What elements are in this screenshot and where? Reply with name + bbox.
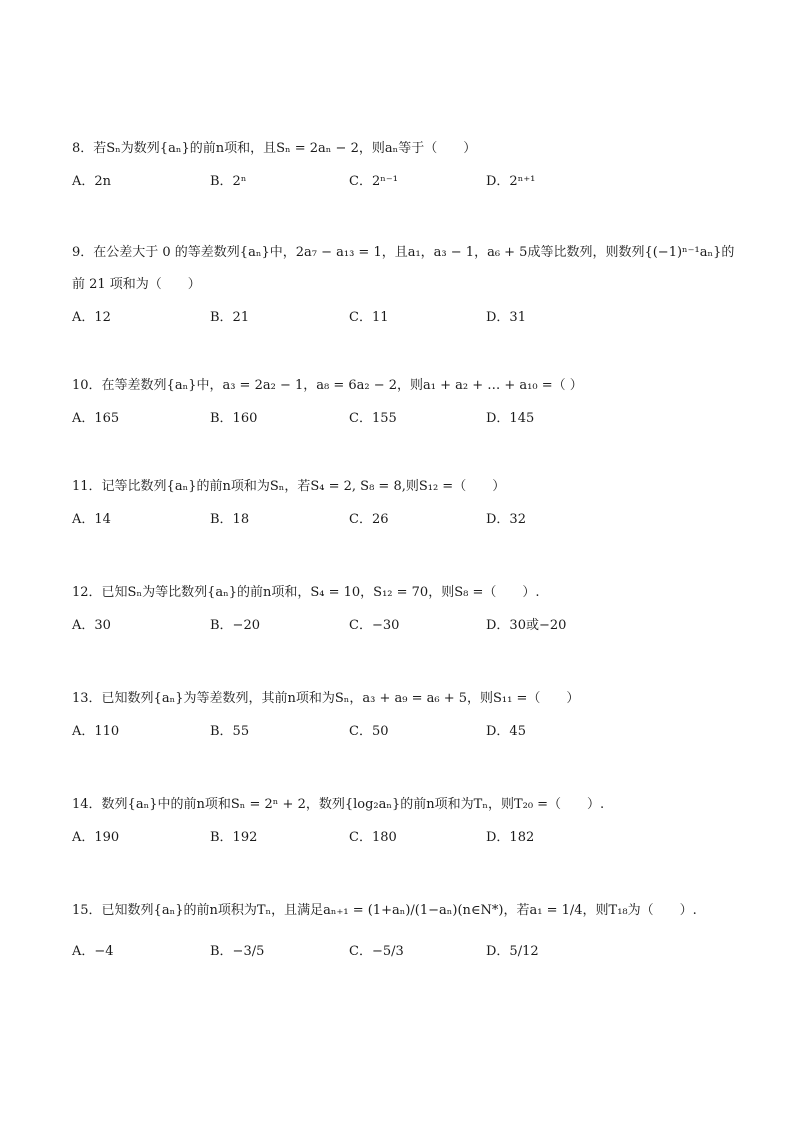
question-stem: 11．记等比数列{aₙ}的前n项和为Sₙ，若S₄ = 2, S₈ = 8,则S₁₂ =（ ） xyxy=(72,479,506,494)
question-8 xyxy=(72,138,732,192)
option-b[interactable]: B．21 xyxy=(210,310,250,325)
question-12 xyxy=(72,582,732,636)
option-a[interactable]: A．−4 xyxy=(72,944,114,959)
option-c[interactable]: C．11 xyxy=(349,310,389,325)
option-b[interactable]: B．−3/5 xyxy=(210,944,265,959)
options-row xyxy=(72,407,732,429)
question-stem: 14．数列{aₙ}中的前n项和Sₙ = 2ⁿ + 2，数列{log₂aₙ}的前n项和为Tₙ，则T₂₀ =（ ）. xyxy=(72,797,605,812)
option-b[interactable]: B．−20 xyxy=(210,618,260,633)
option-d[interactable]: D．182 xyxy=(486,830,535,845)
option-b[interactable]: B．192 xyxy=(210,830,258,845)
question-10 xyxy=(72,375,732,429)
option-b[interactable]: B．160 xyxy=(210,411,258,426)
option-d[interactable]: D．2ⁿ⁺¹ xyxy=(486,174,536,189)
option-a[interactable]: A．12 xyxy=(72,310,111,325)
question-stem: 15．已知数列{aₙ}的前n项积为Tₙ，且满足aₙ₊₁ = (1+aₙ)/(1−aₙ)(n∈N*)，若a₁ = 1/4，则T₁₈为（ ）. xyxy=(72,903,697,918)
option-b[interactable]: B．2ⁿ xyxy=(210,174,247,189)
option-b[interactable]: B．55 xyxy=(210,724,250,739)
question-stem: 8．若Sₙ为数列{aₙ}的前n项和，且Sₙ = 2aₙ − 2，则aₙ等于（ ） xyxy=(72,141,477,156)
question-stem: 12．已知Sₙ为等比数列{aₙ}的前n项和，S₄ = 10，S₁₂ = 70，则S₈ =（ ）. xyxy=(72,585,540,600)
option-c[interactable]: C．−5/3 xyxy=(349,944,404,959)
option-a[interactable]: A．14 xyxy=(72,512,111,527)
option-c[interactable]: C．180 xyxy=(349,830,397,845)
question-stem-continued: 前 21 项和为（ ） xyxy=(72,277,201,292)
option-a[interactable]: A．165 xyxy=(72,411,120,426)
options-row xyxy=(72,932,732,968)
options-row xyxy=(72,614,732,636)
option-d[interactable]: D．145 xyxy=(486,411,535,426)
options-row xyxy=(72,170,732,192)
option-d[interactable]: D．31 xyxy=(486,310,526,325)
option-c[interactable]: C．−30 xyxy=(349,618,400,633)
question-15 xyxy=(72,900,732,968)
option-d[interactable]: D．45 xyxy=(486,724,526,739)
option-c[interactable]: C．50 xyxy=(349,724,389,739)
option-b[interactable]: B．18 xyxy=(210,512,250,527)
question-9 xyxy=(72,242,735,328)
option-c[interactable]: C．2ⁿ⁻¹ xyxy=(349,174,398,189)
options-row xyxy=(72,306,732,328)
question-stem: 10．在等差数列{aₙ}中，a₃ = 2a₂ − 1，a₈ = 6a₂ − 2，则a₁ + a₂ + … + a₁₀ =（ ） xyxy=(72,378,583,393)
options-row xyxy=(72,508,732,530)
question-stem: 9．在公差大于 0 的等差数列{aₙ}中，2a₇ − a₁₃ = 1，且a₁，a₃ − 1，a₆ + 5成等比数列，则数列{(−1)ⁿ⁻¹aₙ}的 xyxy=(72,245,735,260)
option-d[interactable]: D．32 xyxy=(486,512,526,527)
question-11 xyxy=(72,476,732,530)
question-stem: 13．已知数列{aₙ}为等差数列，其前n项和为Sₙ，a₃ + a₉ = a₆ + 5，则S₁₁ =（ ） xyxy=(72,691,580,706)
option-c[interactable]: C．155 xyxy=(349,411,397,426)
option-a[interactable]: A．110 xyxy=(72,724,120,739)
option-d[interactable]: D．30或−20 xyxy=(486,618,567,633)
option-a[interactable]: A．190 xyxy=(72,830,120,845)
question-14 xyxy=(72,794,732,848)
option-c[interactable]: C．26 xyxy=(349,512,389,527)
option-d[interactable]: D．5/12 xyxy=(486,944,539,959)
question-13 xyxy=(72,688,732,742)
option-a[interactable]: A．30 xyxy=(72,618,111,633)
option-a[interactable]: A．2n xyxy=(72,174,112,189)
options-row xyxy=(72,720,732,742)
options-row xyxy=(72,826,732,848)
